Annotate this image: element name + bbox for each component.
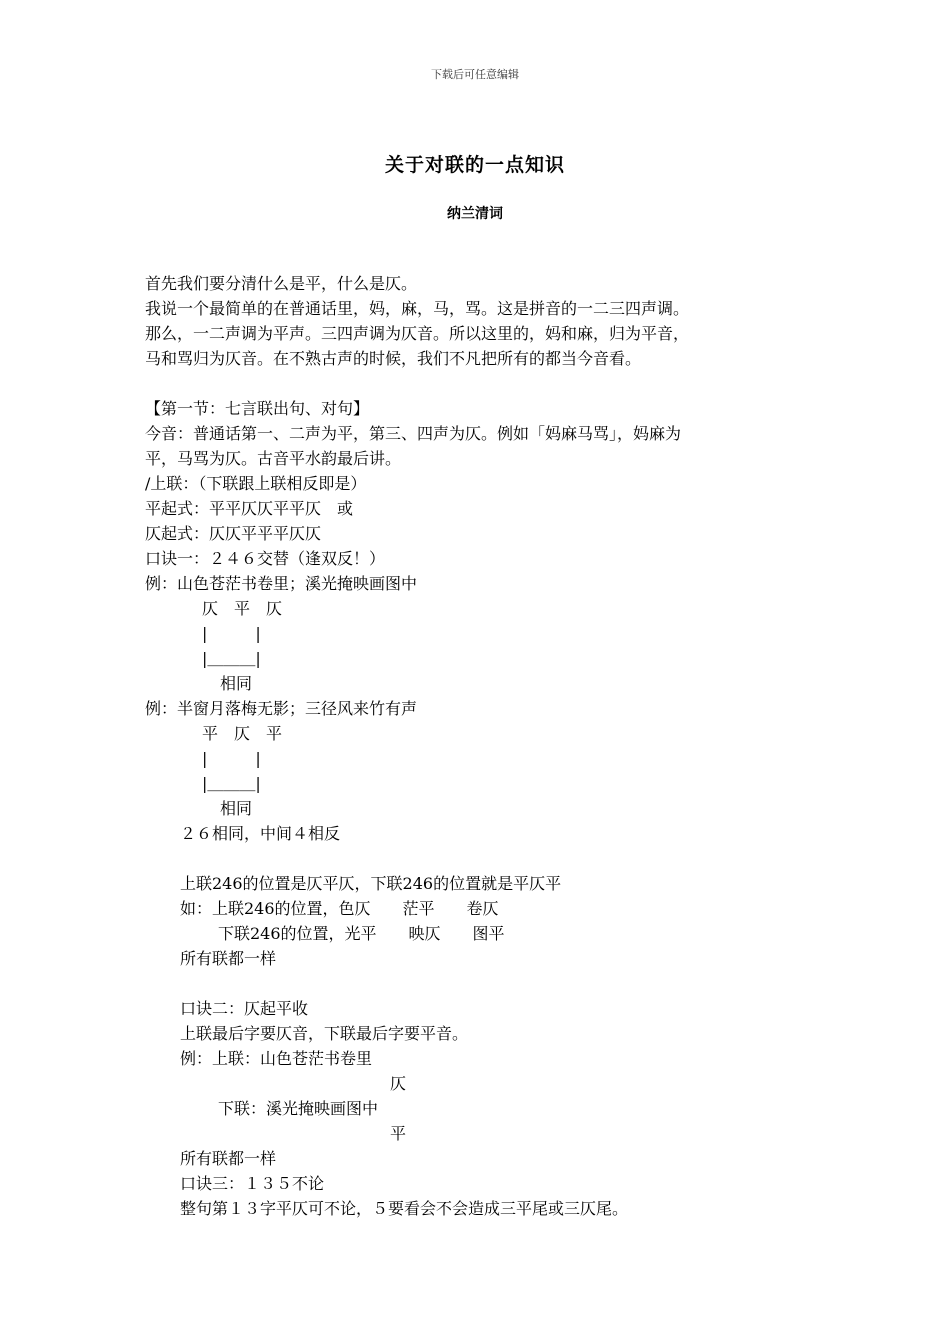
body-line: 口诀三：１３５不论: [180, 1174, 325, 1193]
body-line: 所有联都一样: [180, 1149, 277, 1168]
body-line: 马和骂归为仄音。在不熟古声的时候，我们不凡把所有的都当今音看。: [145, 349, 642, 368]
body-line: 今音：普通话第一、二声为平，第三、四声为仄。例如「妈麻马骂」，妈麻为: [145, 424, 682, 443]
tone-bracket: |＿＿＿|: [202, 649, 261, 668]
body-line: /上联：（下联跟上联相反即是）: [145, 474, 367, 493]
body-line: 平，马骂为仄。古音平水韵最后讲。: [145, 449, 402, 468]
body-line: 下联246的位置，光平 映仄 图平: [218, 924, 505, 943]
example-line: 例：山色苍茫书卷里；溪光掩映画图中: [145, 574, 418, 593]
header-note: 下载后可任意编辑: [431, 68, 519, 81]
body-line: 整句第１３字平仄可不论，５要看会不会造成三平尾或三仄尾。: [180, 1199, 629, 1218]
body-line: 口诀二：仄起平收: [180, 999, 309, 1018]
body-line: 那么，一二声调为平声。三四声调为仄音。所以这里的，妈和麻，归为平音，: [145, 324, 690, 343]
body-line: ２６相同，中间４相反: [180, 824, 341, 843]
example-line: 下联：溪光掩映画图中: [218, 1099, 379, 1118]
body-line: 如：上联246的位置，色仄 茫平 卷仄: [180, 899, 499, 918]
document-title: 关于对联的一点知识: [384, 154, 565, 176]
body-line: 所有联都一样: [180, 949, 277, 968]
tone-bracket: |＿＿＿|: [202, 774, 261, 793]
section-heading: 【第一节：七言联出句、对句】: [145, 399, 370, 418]
body-line: 仄起式：仄仄平平平仄仄: [145, 524, 322, 543]
tone-bracket: | |: [202, 624, 261, 643]
example-line: 例：半窗月落梅无影；三径风来竹有声: [145, 699, 418, 718]
body-line: 我说一个最简单的在普通话里，妈，麻，马，骂。这是拼音的一二三四声调。: [145, 299, 690, 318]
body-line: 上联最后字要仄音，下联最后字要平音。: [180, 1024, 469, 1043]
tone-marks: 仄 平 仄: [202, 599, 283, 618]
tone-bracket-label: 相同: [220, 674, 253, 693]
tone-mark: 平: [390, 1124, 407, 1143]
tone-bracket: | |: [202, 749, 261, 768]
tone-marks: 平 仄 平: [202, 724, 283, 743]
body-line: 上联246的位置是仄平仄，下联246的位置就是平仄平: [180, 874, 562, 893]
body-line: 口诀一：２４６交替（逢双反！）: [145, 549, 386, 568]
body-line: 首先我们要分清什么是平，什么是仄。: [145, 274, 418, 293]
tone-mark: 仄: [390, 1074, 407, 1093]
example-line: 例：上联：山色苍茫书卷里: [180, 1049, 373, 1068]
body-line: 平起式：平平仄仄平平仄 或: [145, 499, 354, 518]
document-author: 纳兰清词: [447, 206, 503, 222]
tone-bracket-label: 相同: [220, 799, 253, 818]
